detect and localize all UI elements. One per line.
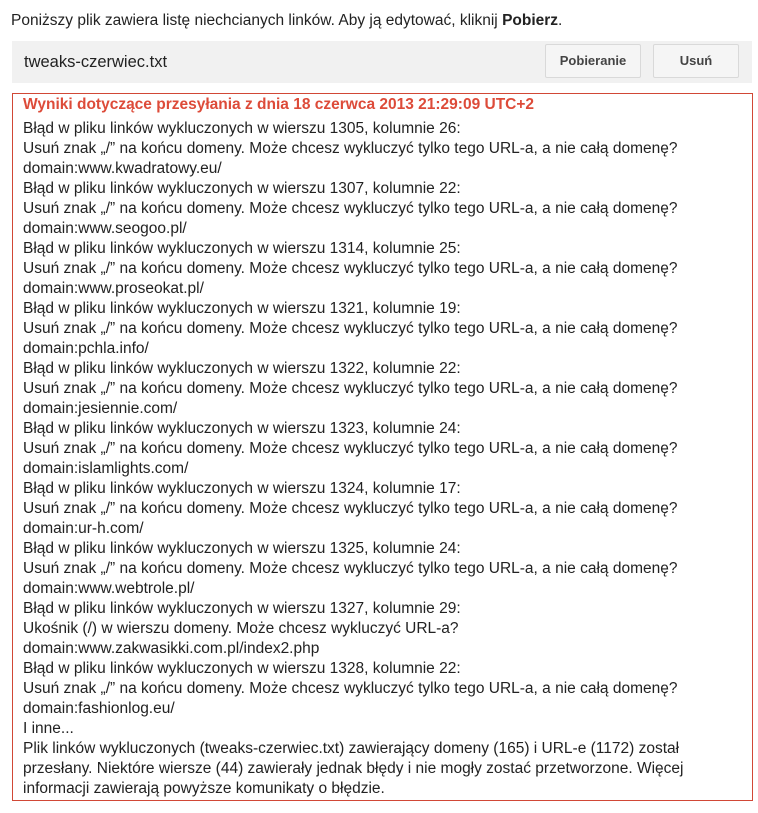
error-entry — [23, 659, 741, 719]
results-panel — [12, 93, 753, 801]
error-message: Usuń znak „/” na końcu domeny. Może chcesz wykluczyć tylko tego URL-a, a nie całą domenę? — [23, 440, 678, 457]
error-domain: domain:pchla.info/ — [23, 340, 149, 357]
intro-sentence: Poniższy plik zawiera listę niechcianych linków. Aby ją edytować, kliknij — [11, 12, 503, 29]
error-message: Usuń znak „/” na końcu domeny. Może chcesz wykluczyć tylko tego URL-a, a nie całą domenę? — [23, 200, 678, 217]
delete-button[interactable]: Usuń — [653, 44, 739, 78]
error-message: Usuń znak „/” na końcu domeny. Może chcesz wykluczyć tylko tego URL-a, a nie całą domenę? — [23, 140, 678, 157]
error-domain: domain:fashionlog.eu/ — [23, 700, 175, 717]
error-entry — [23, 179, 741, 239]
error-location: Błąd w pliku linków wykluczonych w wierszu 1307, kolumnie 22: — [23, 180, 461, 197]
error-message: Usuń znak „/” na końcu domeny. Może chcesz wykluczyć tylko tego URL-a, a nie całą domenę? — [23, 380, 678, 397]
intro-period: . — [558, 12, 563, 29]
error-message: Usuń znak „/” na końcu domeny. Może chcesz wykluczyć tylko tego URL-a, a nie całą domenę? — [23, 320, 678, 337]
error-entry — [23, 119, 741, 179]
error-entry — [23, 479, 741, 539]
file-name: tweaks-czerwiec.txt — [24, 53, 168, 71]
error-location: Błąd w pliku linków wykluczonych w wierszu 1321, kolumnie 19: — [23, 300, 461, 317]
error-message: Usuń znak „/” na końcu domeny. Może chcesz wykluczyć tylko tego URL-a, a nie całą domenę? — [23, 680, 678, 697]
error-message: Ukośnik (/) w wierszu domeny. Może chcesz wykluczyć URL-a? — [23, 620, 459, 637]
error-location: Błąd w pliku linków wykluczonych w wierszu 1325, kolumnie 24: — [23, 540, 461, 557]
error-entry — [23, 419, 741, 479]
error-location: Błąd w pliku linków wykluczonych w wierszu 1322, kolumnie 22: — [23, 360, 461, 377]
error-message: Usuń znak „/” na końcu domeny. Może chcesz wykluczyć tylko tego URL-a, a nie całą domenę? — [23, 260, 678, 277]
error-message: Usuń znak „/” na końcu domeny. Może chcesz wykluczyć tylko tego URL-a, a nie całą domenę? — [23, 500, 678, 517]
error-entry — [23, 539, 741, 599]
error-entry — [23, 359, 741, 419]
error-domain: domain:www.zakwasikki.com.pl/index2.php — [23, 640, 320, 657]
error-location: Błąd w pliku linków wykluczonych w wierszu 1323, kolumnie 24: — [23, 420, 461, 437]
error-domain: domain:ur-h.com/ — [23, 520, 144, 537]
error-location: Błąd w pliku linków wykluczonych w wierszu 1305, kolumnie 26: — [23, 120, 461, 137]
error-entry — [23, 599, 741, 659]
error-list — [23, 119, 741, 719]
error-domain: domain:www.webtrole.pl/ — [23, 580, 195, 597]
error-location: Błąd w pliku linków wykluczonych w wierszu 1327, kolumnie 29: — [23, 600, 461, 617]
results-body — [23, 119, 741, 799]
intro-text — [11, 11, 562, 31]
results-title: Wyniki dotyczące przesyłania z dnia 18 czerwca 2013 21:29:09 UTC+2 — [23, 96, 535, 113]
error-message: Usuń znak „/” na końcu domeny. Może chcesz wykluczyć tylko tego URL-a, a nie całą domenę? — [23, 560, 678, 577]
error-location: Błąd w pliku linków wykluczonych w wierszu 1324, kolumnie 17: — [23, 480, 461, 497]
error-domain: domain:islamlights.com/ — [23, 460, 189, 477]
file-bar — [12, 41, 752, 83]
intro-download-link: Pobierz — [502, 12, 559, 29]
error-entry — [23, 239, 741, 299]
error-domain: domain:www.proseokat.pl/ — [23, 280, 204, 297]
error-location: Błąd w pliku linków wykluczonych w wierszu 1314, kolumnie 25: — [23, 240, 461, 257]
download-button[interactable]: Pobieranie — [545, 44, 641, 78]
more-errors-text: I inne... — [23, 720, 74, 737]
error-location: Błąd w pliku linków wykluczonych w wierszu 1328, kolumnie 22: — [23, 660, 461, 677]
error-domain: domain:www.kwadratowy.eu/ — [23, 160, 222, 177]
upload-summary: Plik linków wykluczonych (tweaks-czerwiec.txt) zawierający domeny (165) i URL-e (1172) został przesłany. Niektóre wiersze (44) zawierały jednak błędy i nie mogły zostać przetworzone. Więcej informacji zawierają powyższe komunikaty o błędzie. — [23, 740, 684, 797]
error-entry — [23, 299, 741, 359]
error-domain: domain:www.seogoo.pl/ — [23, 220, 187, 237]
error-domain: domain:jesiennie.com/ — [23, 400, 178, 417]
